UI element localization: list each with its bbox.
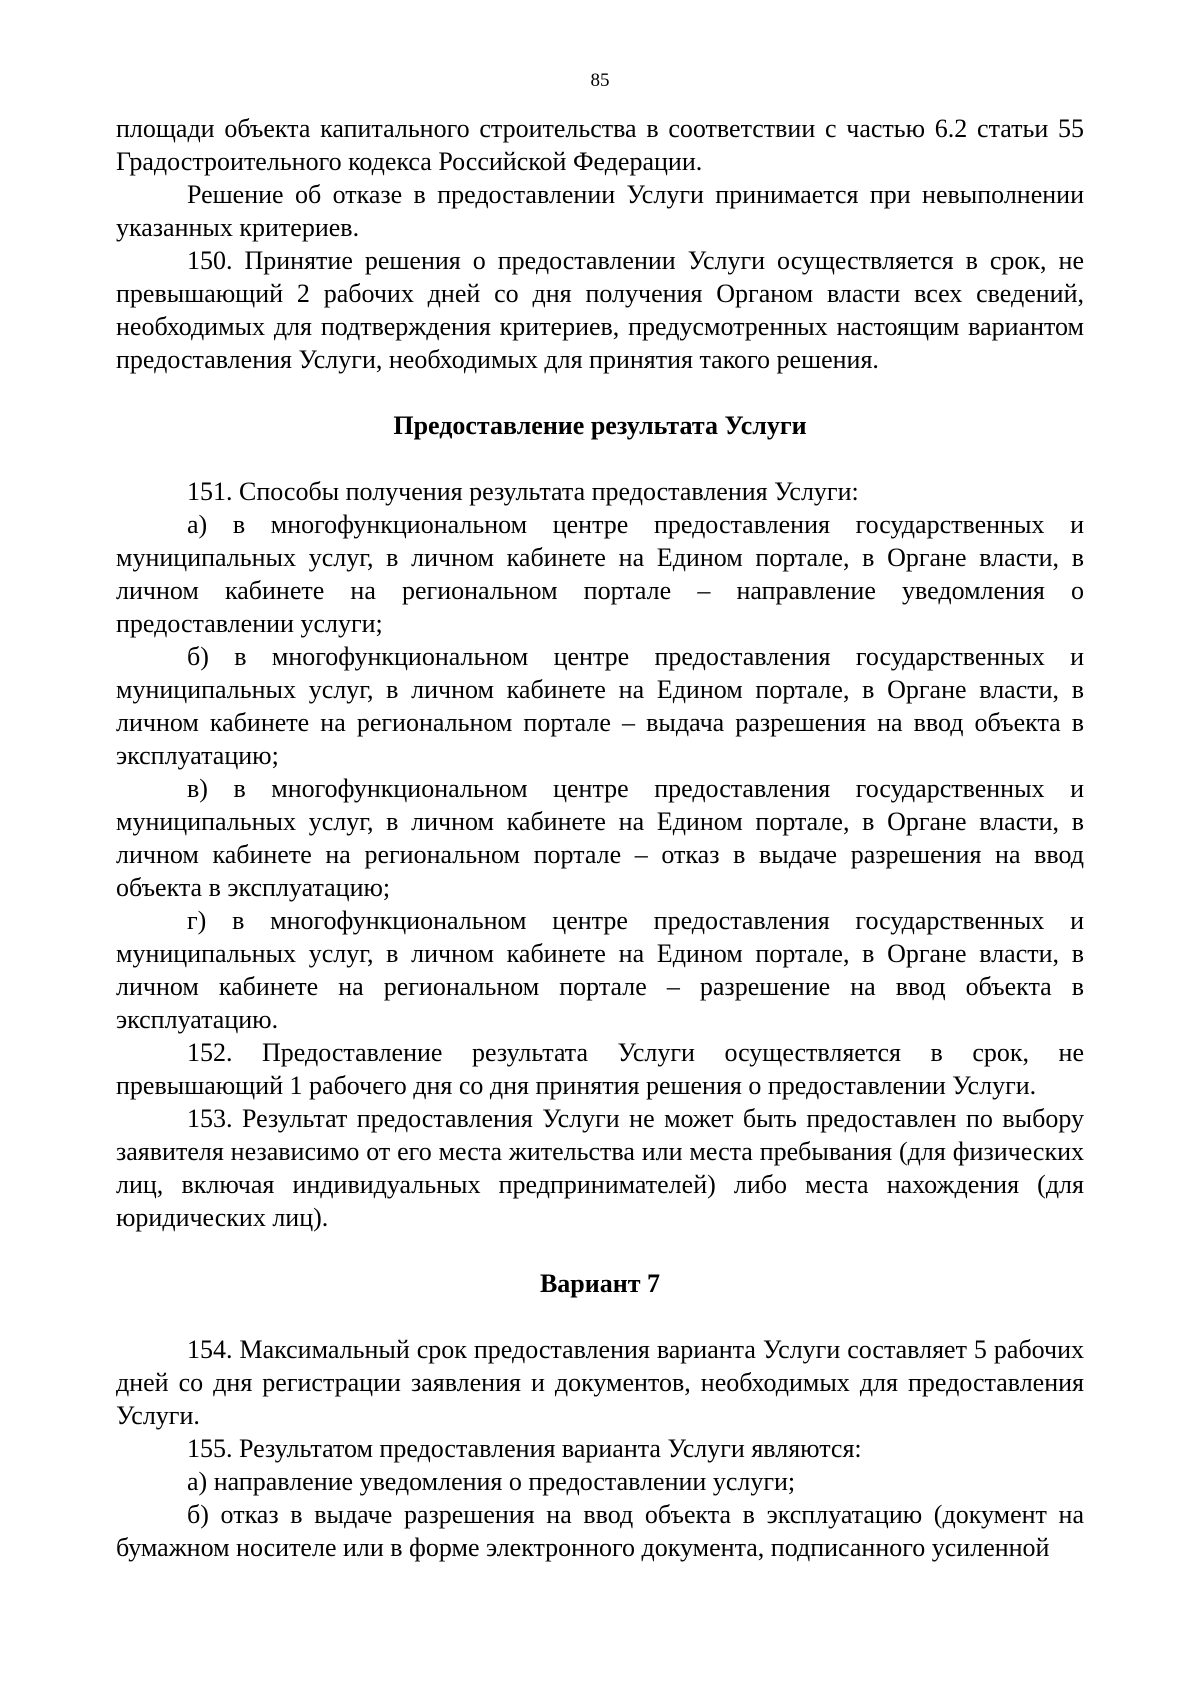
paragraph-152: 152. Предоставление результата Услуги осуществляется в срок, не превышающий 1 рабочего дня со дня принятия решения о предоставлении Услуги. [116, 1038, 1084, 1100]
list-item-g: г) в многофункциональном центре предоставления государственных и муниципальных услуг, в личном кабинете на Едином портале, в Органе власти, в личном кабинете на региональном портале – разрешение на ввод объекта в эксплуатацию. [116, 906, 1084, 1034]
list-item-a: а) в многофункциональном центре предоставления государственных и муниципальных услуг, в личном кабинете на Едином портале, в Органе власти, в личном кабинете на региональном портале – направление уведомления о предоставлении услуги; [116, 510, 1084, 638]
paragraph-151: 151. Способы получения результата предоставления Услуги: [187, 477, 859, 506]
page-number: 85 [590, 70, 610, 91]
paragraph-154: 154. Максимальный срок предоставления варианта Услуги составляет 5 рабочих дней со дня регистрации заявления и документов, необходимых для предоставления Услуги. [116, 1335, 1084, 1430]
result-item-a: а) направление уведомления о предоставлении услуги; [187, 1467, 796, 1496]
section-heading-variant: Вариант 7 [539, 1269, 661, 1298]
result-item-b: б) отказ в выдаче разрешения на ввод объекта в эксплуатацию (документ на бумажном носителе или в форме электронного документа, подписанного усиленной [116, 1500, 1084, 1562]
section-heading-result: Предоставление результата Услуги [393, 411, 807, 440]
paragraph-150: 150. Принятие решения о предоставлении Услуги осуществляется в срок, не превышающий 2 рабочих дней со дня получения Органом власти всех сведений, необходимых для подтверждения критериев, предусмотренных настоящим вариантом предоставления Услуги, необходимых для принятия такого решения. [116, 246, 1084, 374]
list-item-b: б) в многофункциональном центре предоставления государственных и муниципальных услуг, в личном кабинете на Едином портале, в Органе власти, в личном кабинете на региональном портале – выдача разрешения на ввод объекта в эксплуатацию; [116, 642, 1084, 770]
paragraph-refusal-decision: Решение об отказе в предоставлении Услуги принимается при невыполнении указанных критериев. [116, 180, 1084, 242]
list-item-v: в) в многофункциональном центре предоставления государственных и муниципальных услуг, в личном кабинете на Едином портале, в Органе власти, в личном кабинете на региональном портале – отказ в выдаче разрешения на ввод объекта в эксплуатацию; [116, 774, 1084, 902]
paragraph-153: 153. Результат предоставления Услуги не может быть предоставлен по выбору заявителя независимо от его места жительства или места пребывания (для физических лиц, включая индивидуальных предпринимателей) либо места нахождения (для юридических лиц). [116, 1104, 1084, 1232]
paragraph-155: 155. Результатом предоставления варианта Услуги являются: [187, 1434, 862, 1463]
document-body [116, 112, 1084, 1564]
paragraph-continuation: площади объекта капитального строительства в соответствии с частью 6.2 статьи 55 Градостроительного кодекса Российской Федерации. [116, 114, 1084, 176]
